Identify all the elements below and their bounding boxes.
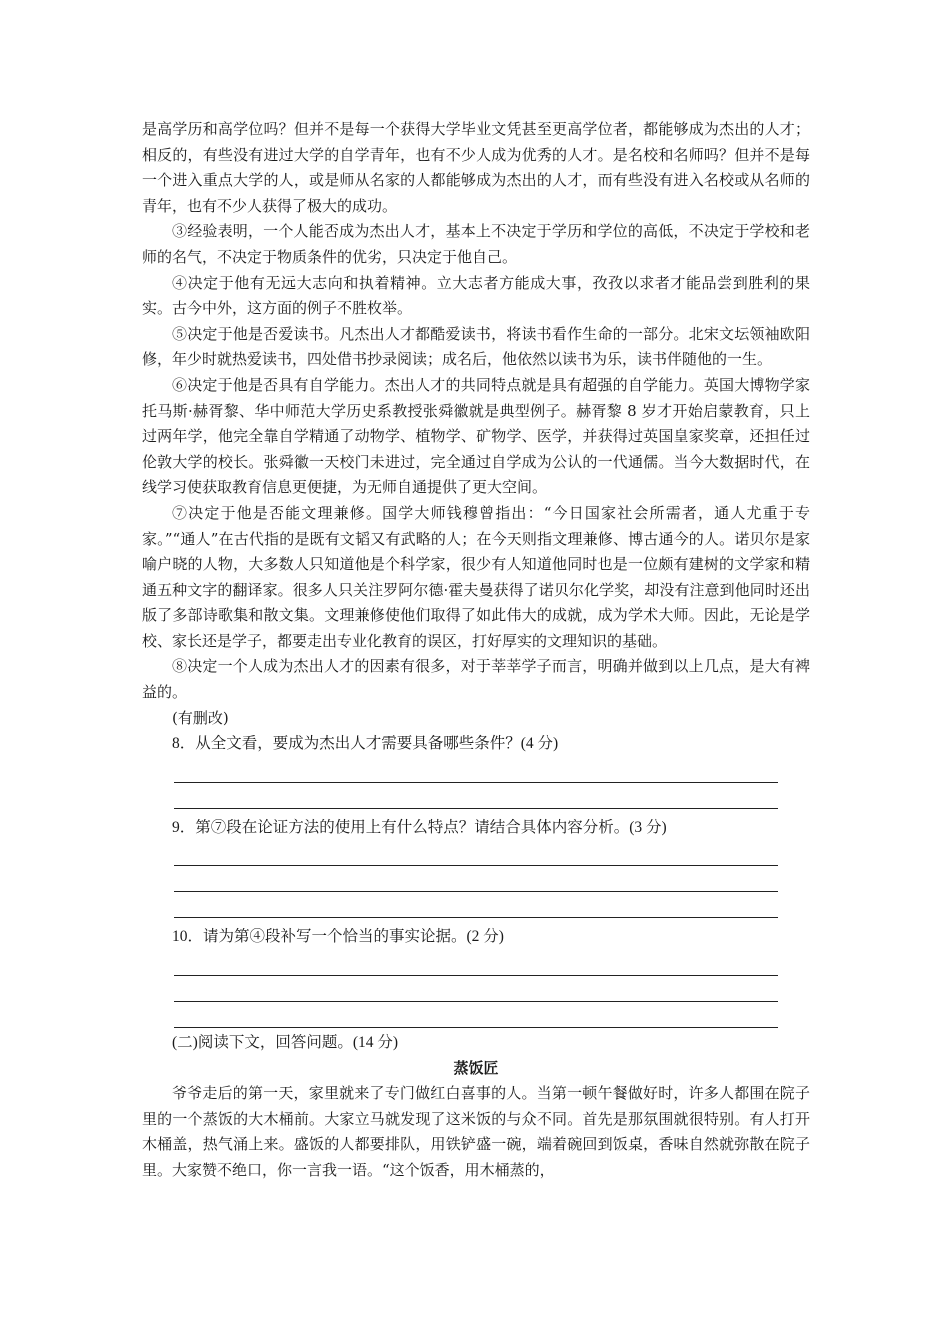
answer-line[interactable] bbox=[174, 866, 778, 892]
paragraph-7: ⑦决定于他是否能文理兼修。国学大师钱穆曾指出：“今日国家社会所需者，通人尤重于专家。”“通人”在古代指的是既有文韬又有武略的人；在今天则指文理兼修、博古通今的人。诺贝尔是家喻户晓的人物，大多数人只知道他是个科学家，很少有人知道他同时也是一位颇有建树的文学家和精通五种文字的翻译家。很多人只关注罗阿尔德·霍夫曼获得了诺贝尔化学奖，却没有注意到他同时还出版了多部诗歌集和散文集。文理兼修使他们取得了如此伟大的成就，成为学术大师。因此，无论是学校、家长还是学子，都要走出专业化教育的误区，打好厚实的文理知识的基础。 bbox=[142, 503, 810, 650]
paragraph-2-continuation: 是高学历和高学位吗？但并不是每一个获得大学毕业文凭甚至更高学位者，都能够成为杰出的人才；相反的，有些没有进过大学的自学青年，也有不少人成为优秀的人才。是名校和名师吗？但并不是每一个进入重点大学的人，或是师从名家的人都能够成为杰出的人才，而有些没有进入名校或从名师的青年，也有不少人获得了极大的成功。 bbox=[142, 120, 810, 215]
paragraph-8: ⑧决定一个人成为杰出人才的因素有很多，对于莘莘学子而言，明确并做到以上几点，是大有裨益的。 bbox=[142, 657, 810, 702]
question-10: 10．请为第④段补写一个恰当的事实论据。(2 分) bbox=[172, 928, 504, 946]
section-2-heading: (二)阅读下文，回答问题。(14 分) bbox=[172, 1034, 399, 1052]
answer-line[interactable] bbox=[174, 950, 778, 976]
answer-line[interactable] bbox=[174, 757, 778, 783]
answer-line[interactable] bbox=[174, 976, 778, 1002]
question-8: 8．从全文看，要成为杰出人才需要具备哪些条件？(4 分) bbox=[172, 735, 559, 753]
paragraph-4: ④决定于他有无远大志向和执着精神。立大志者方能成大事，孜孜以求者才能品尝到胜利的果实。古今中外，这方面的例子不胜枚举。 bbox=[142, 273, 810, 318]
question-9-answer-area[interactable] bbox=[174, 840, 778, 918]
paragraph-3: ③经验表明，一个人能否成为杰出人才，基本上不决定于学历和学位的高低，不决定于学校和老师的名气，不决定于物质条件的优劣，只决定于他自己。 bbox=[142, 222, 810, 266]
edit-note: (有删改) bbox=[172, 708, 229, 727]
story-title: 蒸饭匠 bbox=[453, 1058, 499, 1077]
paragraph-6: ⑥决定于他是否具有自学能力。杰出人才的共同特点就是具有超强的自学能力。英国大博物学家托马斯·赫胥黎、华中师范大学历史系教授张舜徽就是典型例子。赫胥黎 8 岁才开始启蒙教育，只上过两年学，他完全靠自学精通了动物学、植物学、矿物学、医学，并获得过英国皇家奖章，还担任过伦敦大学的校长。张舜徽一天校门未进过，完全通过自学成为公认的一代通儒。当今大数据时代，在线学习使获取教育信息更便捷，为无师自通提供了更大空间。 bbox=[142, 375, 810, 497]
question-9: 9．第⑦段在论证方法的使用上有什么特点？请结合具体内容分析。(3 分) bbox=[172, 818, 667, 836]
answer-line[interactable] bbox=[174, 840, 778, 866]
answer-line[interactable] bbox=[174, 783, 778, 809]
paragraph-5: ⑤决定于他是否爱读书。凡杰出人才都酷爱读书，将读书看作生命的一部分。北宋文坛领袖欧阳修，年少时就热爱读书，四处借书抄录阅读；成名后，他依然以读书为乐，读书伴随他的一生。 bbox=[142, 324, 810, 369]
story-paragraph-1: 爷爷走后的第一天，家里就来了专门做红白喜事的人。当第一顿午餐做好时，许多人都围在院子里的一个蒸饭的大木桶前。大家立马就发现了这米饭的与众不同。首先是那氛围就很特别。有人打开木桶盖，热气涌上来。盛饭的人都要排队，用铁铲盛一碗，端着碗回到饭桌，香味自然就弥散在院子里。大家赞不绝口，你一言我一语。“这个饭香，用木桶蒸的， bbox=[142, 1084, 810, 1179]
answer-line[interactable] bbox=[174, 1002, 778, 1028]
answer-line[interactable] bbox=[174, 892, 778, 918]
document-page bbox=[142, 117, 810, 1184]
question-8-answer-area[interactable] bbox=[174, 757, 778, 809]
question-10-answer-area[interactable] bbox=[174, 950, 778, 1028]
